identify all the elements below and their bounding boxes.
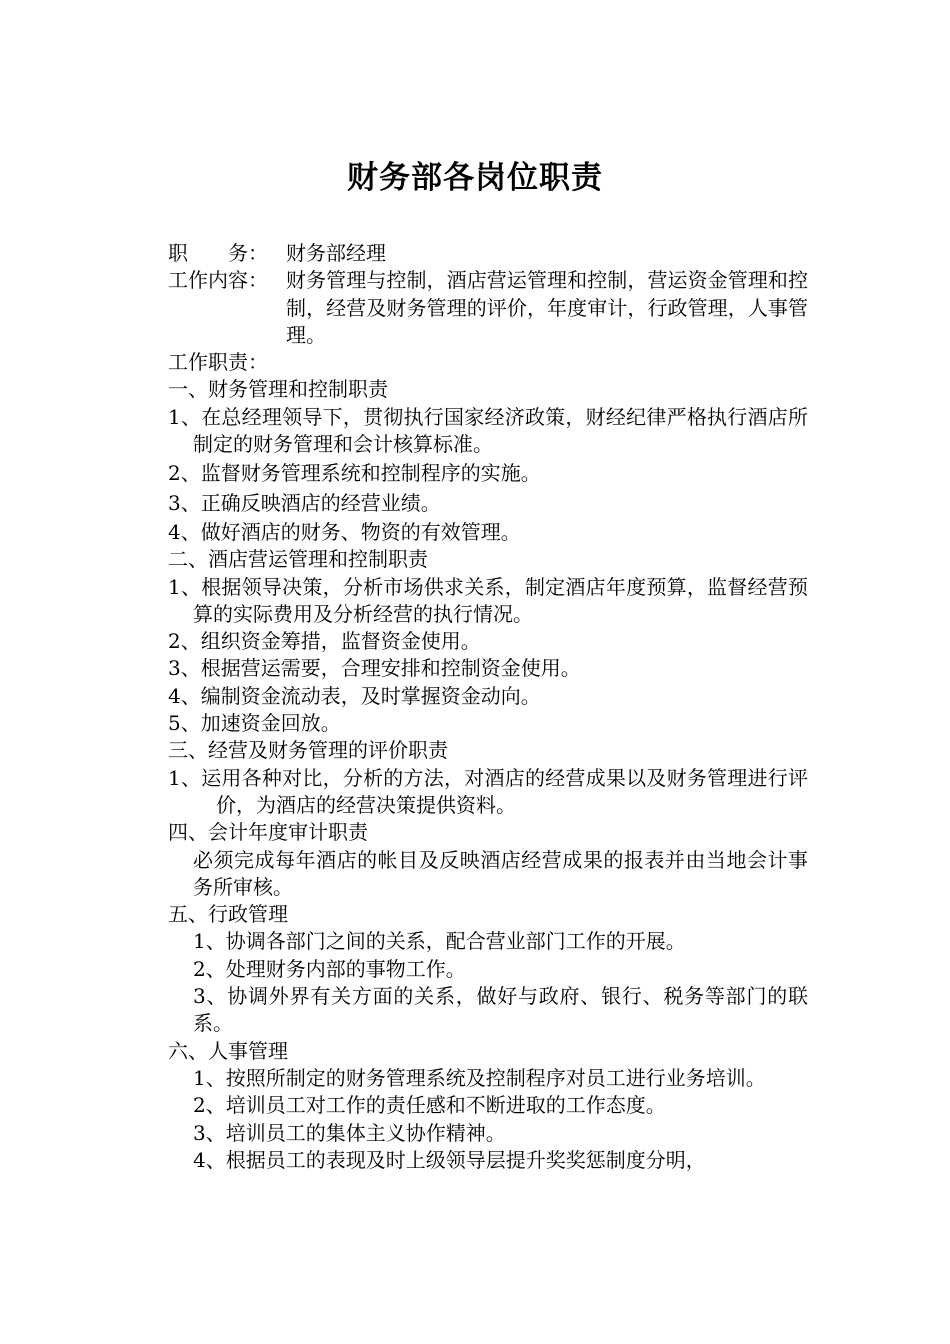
list-item: 4、做好酒店的财务、物资的有效管理。 xyxy=(168,519,521,544)
list-item: 1、运用各种对比，分析的方法，对酒店的经营成果以及财务管理进行评价，为酒店的经营决策提供资料。 xyxy=(168,765,808,817)
page-title: 财务部各岗位职责 xyxy=(347,160,603,196)
list-item: 3、培训员工的集体主义协作精神。 xyxy=(193,1120,506,1145)
role-value: 财务部经理 xyxy=(286,241,386,265)
duties-label: 工作职责： xyxy=(168,350,268,375)
list-item: 5、加速资金回放。 xyxy=(168,711,341,736)
list-item: 3、根据营运需要，合理安排和控制资金使用。 xyxy=(168,656,581,681)
list-item: 4、编制资金流动表，及时掌握资金动向。 xyxy=(168,683,541,708)
list-item: 2、处理财务内部的事物工作。 xyxy=(193,956,466,981)
list-item: 1、协调各部门之间的关系，配合营业部门工作的开展。 xyxy=(193,929,686,954)
section-heading: 三、经营及财务管理的评价职责 xyxy=(168,738,448,763)
list-item: 4、根据员工的表现及时上级领导层提升奖奖惩制度分明， xyxy=(193,1147,706,1172)
list-item: 3、协调外界有关方面的关系，做好与政府、银行、税务等部门的联系。 xyxy=(193,984,808,1036)
section-heading: 二、酒店营运管理和控制职责 xyxy=(168,547,428,572)
section-heading: 五、行政管理 xyxy=(168,902,288,927)
section-heading: 六、人事管理 xyxy=(168,1038,288,1063)
content-label: 工作内容： xyxy=(168,268,268,293)
list-item: 1、根据领导决策，分析市场供求关系，制定酒店年度预算，监督经营预算的实际费用及分析经营的执行情况。 xyxy=(168,574,808,626)
role-row xyxy=(168,240,808,267)
list-item: 1、按照所制定的财务管理系统及控制程序对员工进行业务培训。 xyxy=(193,1065,766,1090)
paragraph: 必须完成每年酒店的帐目及反映酒店经营成果的报表并由当地会计事务所审核。 xyxy=(193,847,808,899)
content-value: 财务管理与控制，酒店营运管理和控制，营运资金管理和控制，经营及财务管理的评价，年度审计，行政管理，人事管理。 xyxy=(286,268,808,347)
list-item: 2、组织资金筹措，监督资金使用。 xyxy=(168,629,481,654)
content-row xyxy=(168,267,808,349)
section-heading: 一、财务管理和控制职责 xyxy=(168,377,388,402)
section-heading: 四、会计年度审计职责 xyxy=(168,820,368,845)
document-body xyxy=(168,240,808,1174)
list-item: 2、监督财务管理系统和控制程序的实施。 xyxy=(168,461,541,486)
list-item: 3、正确反映酒店的经营业绩。 xyxy=(168,490,441,515)
list-item: 2、培训员工对工作的责任感和不断进取的工作态度。 xyxy=(193,1093,666,1118)
list-item: 1、在总经理领导下，贯彻执行国家经济政策，财经纪律严格执行酒店所制定的财务管理和会计核算标准。 xyxy=(168,404,808,457)
role-label: 职 务： xyxy=(168,241,268,265)
